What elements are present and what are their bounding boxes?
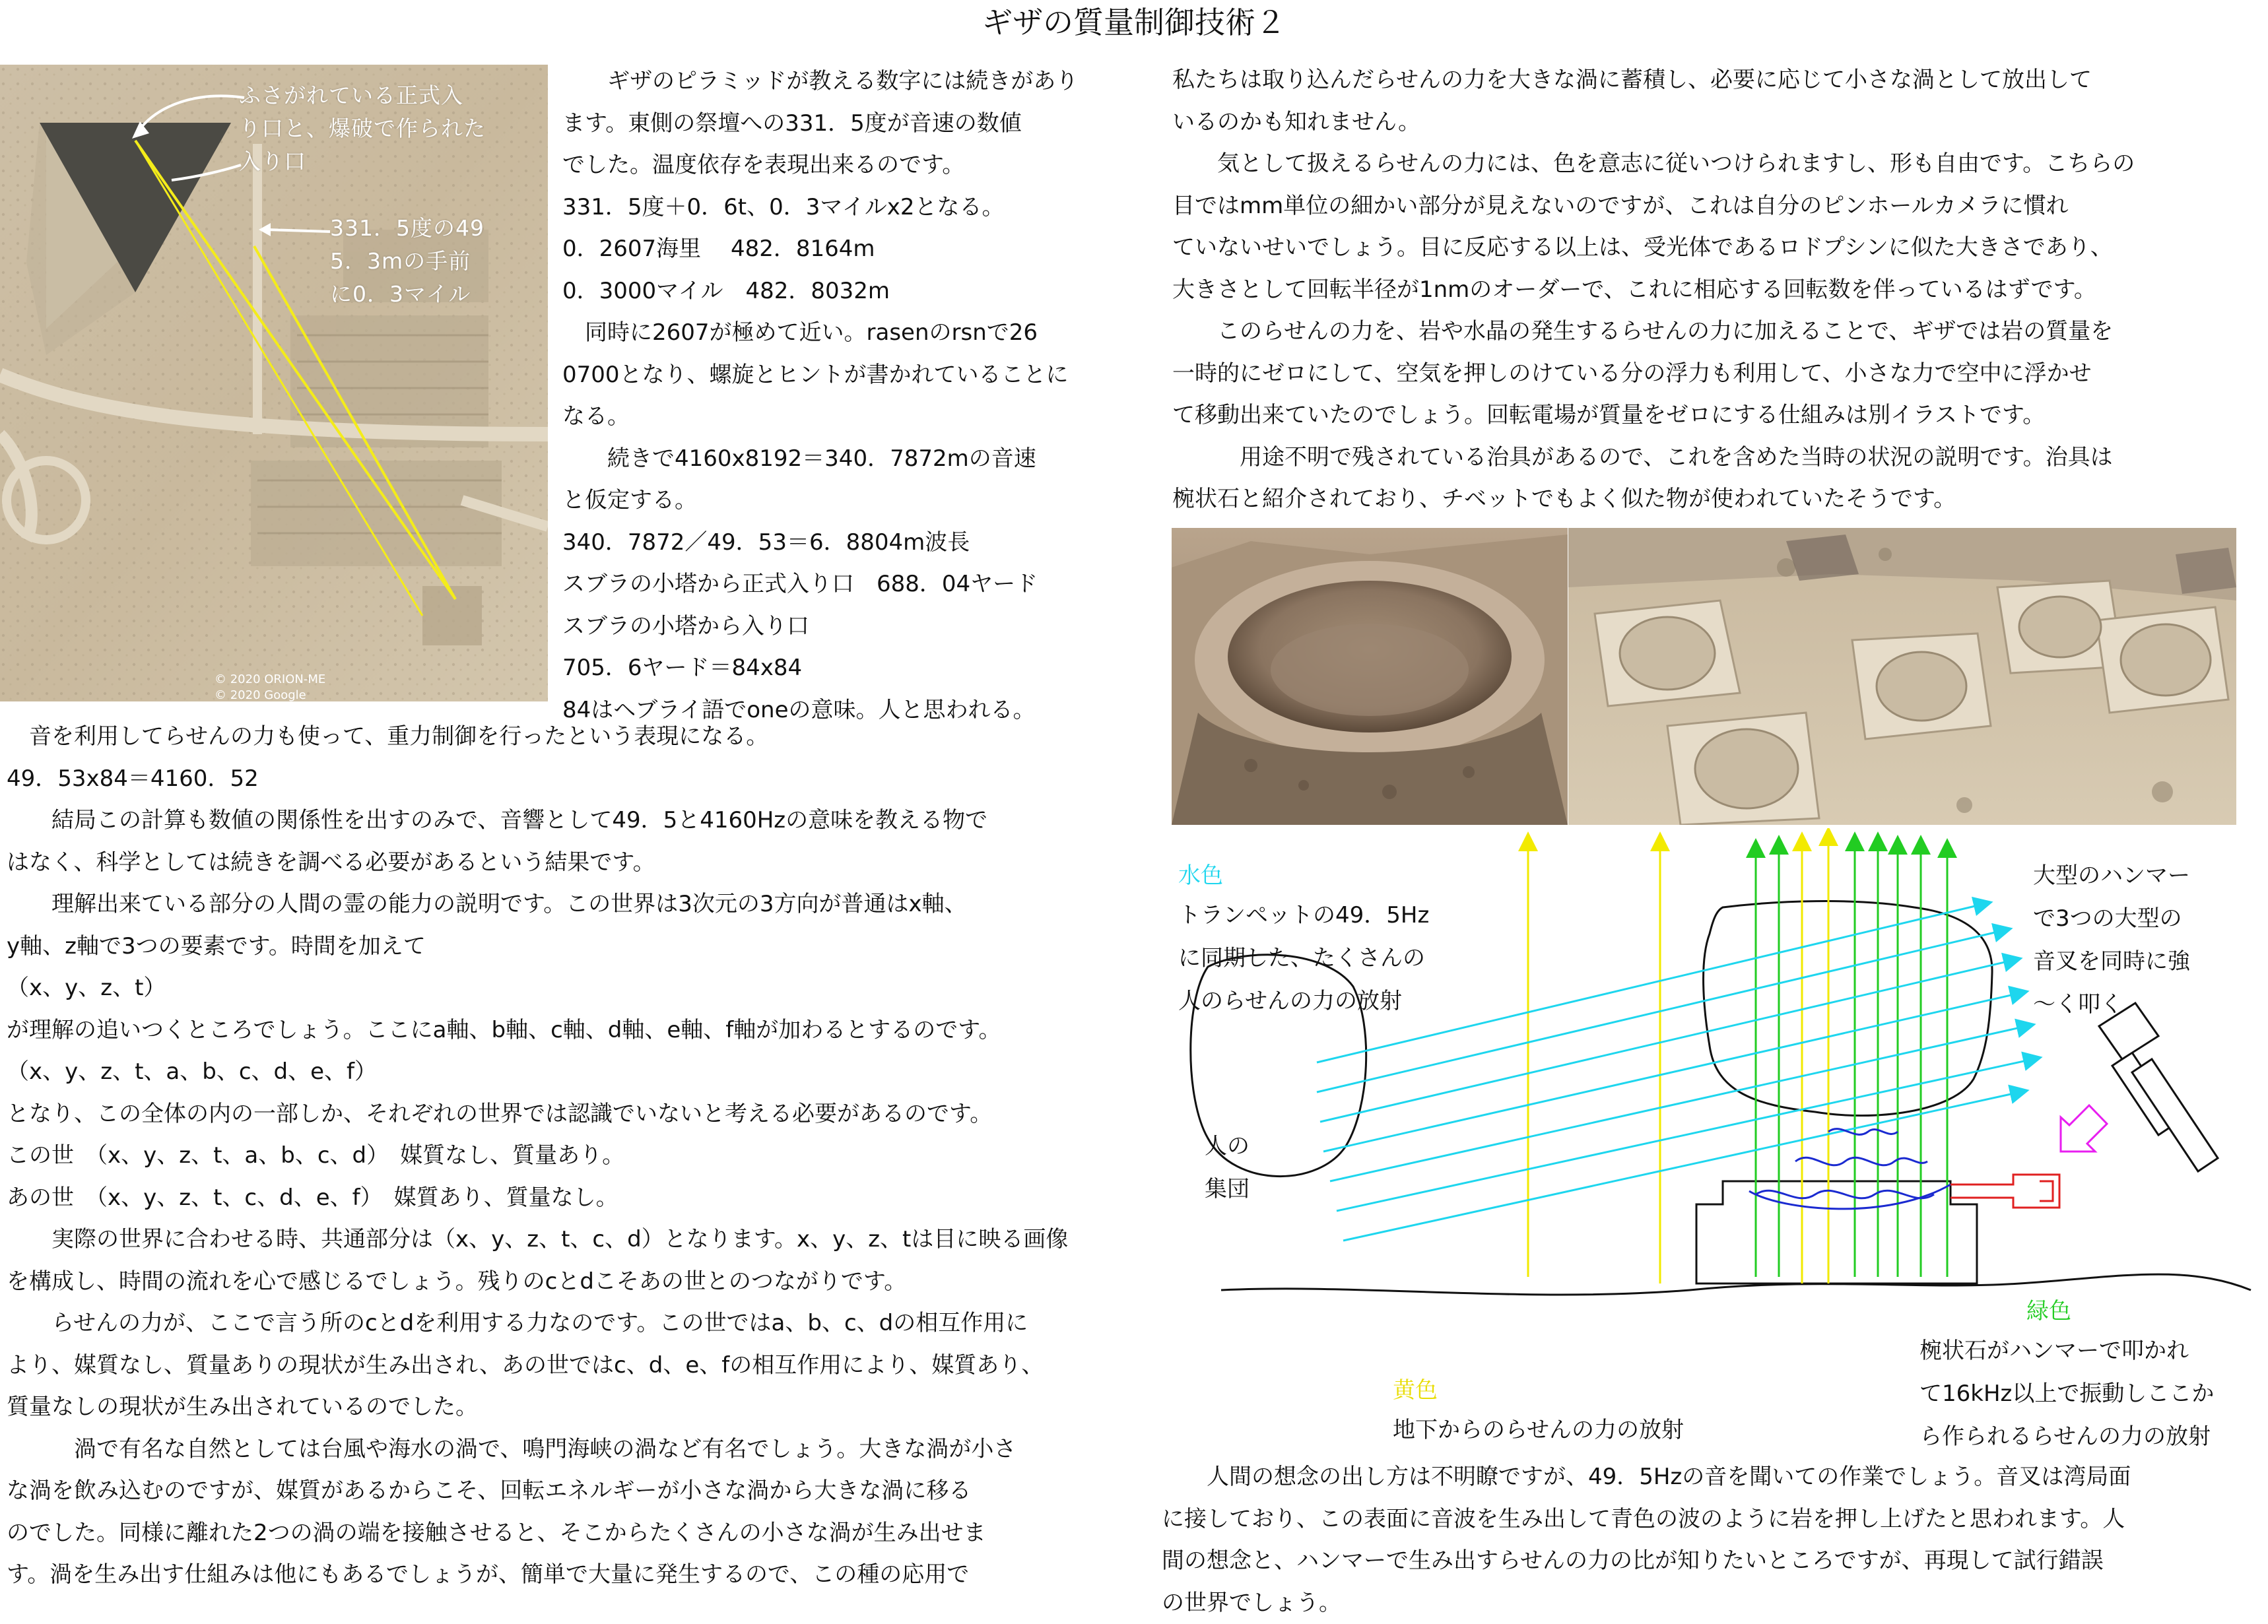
text-line: 渦で有名な自然としては台風や海水の渦で、鳴門海峡の渦など有名でしょう。大きな渦が小さ <box>7 1429 1068 1471</box>
left-column-text <box>7 716 1068 1596</box>
text-line: となり、この全体の内の一部しか、それぞれの世界では認識でいないと考える必要があるのです。 <box>7 1093 1068 1136</box>
label-line: ら作られるらせんの力の放射 <box>1919 1415 2214 1458</box>
text-line: なる。 <box>562 396 1078 438</box>
label-line: 人のらせんの力の放射 <box>1178 980 1429 1023</box>
label-line: 大型のハンマー <box>2033 855 2190 897</box>
label-line: トランペットの49．5Hz <box>1178 894 1429 937</box>
text-line: スブラの小塔から正式入り口 688．04ヤード <box>562 564 1078 606</box>
text-line: 音を利用してらせんの力も使って、重力制御を行ったという表現になる。 <box>7 716 1068 758</box>
text-line: 実際の世界に合わせる時、共通部分は（x、y、z、t、c、d）となります。x、y、z、tは目に映る画像 <box>7 1219 1068 1261</box>
text-line: スブラの小塔から入り口 <box>562 606 1078 648</box>
text-line: 人間の想念の出し方は不明瞭ですが、49．5Hzの音を聞いての作業でしょう。音叉は湾局面 <box>1162 1456 2131 1499</box>
text-line: y軸、z軸で3つの要素です。時間を加えて <box>7 926 1068 968</box>
text-line: のでした。同様に離れた2つの渦の端を接触させると、そこからたくさんの小さな渦が生み出せま <box>7 1512 1068 1555</box>
text-line: 340．7872／49．53＝6．8804m波長 <box>562 522 1078 564</box>
text-line: と仮定する。 <box>562 480 1078 522</box>
label-line: で3つの大型の <box>2033 897 2190 940</box>
right-column-text <box>1172 59 2135 521</box>
crowd-label <box>1205 1125 1250 1211</box>
text-line: 84はヘブライ語でoneの意味。人と思われる。 <box>562 690 1078 732</box>
text-line: （x、y、z、t） <box>7 967 1068 1010</box>
text-line: 大きさとして回転半径が1nmのオーダーで、これに相応する回転数を伴っているはずです。 <box>1172 269 2135 311</box>
text-line: 私たちは取り込んだらせんの力を大きな渦に蓄積し、必要に応じて小さな渦として放出して <box>1172 59 2135 102</box>
levitation-diagram <box>1162 828 2268 1462</box>
text-line: このらせんの力を、岩や水晶の発生するらせんの力に加えることで、ギザでは岩の質量を <box>1172 311 2135 353</box>
text-line: 目ではmm単位の細かい部分が見えないのですが、これは自分のピンホールカメラに慣れ <box>1172 185 2135 228</box>
page-title: ギザの質量制御技術２ <box>0 3 2268 42</box>
hammer-icon <box>2099 1003 2218 1171</box>
text-line: を構成し、時間の流れを心で感じるでしょう。残りのcとdこそあの世とのつながりです。 <box>7 1261 1068 1303</box>
label-line: 集団 <box>1205 1168 1250 1211</box>
copyright-line: © 2020 ORION-ME <box>215 672 325 688</box>
text-line: 同時に2607が極めて近い。rasenのrsnで26 <box>562 312 1078 354</box>
satellite-image <box>0 65 548 701</box>
text-line: が理解の追いつくところでしょう。ここにa軸、b軸、c軸、d軸、e軸、f軸が加わるとするのです。 <box>7 1010 1068 1052</box>
text-line: でした。温度依存を表現出来るのです。 <box>562 145 1078 187</box>
text-line: て移動出来ていたのでしょう。回転電場が質量をゼロにする仕組みは別イラストです。 <box>1172 395 2135 437</box>
text-line: 0．3000マイル 482．8032m <box>562 271 1078 313</box>
text-line: より、媒質なし、質量ありの現状が生み出され、あの世ではc、d、e、fの相互作用により、媒質あり、 <box>7 1345 1068 1387</box>
text-line: 0．2607海里 482．8164m <box>562 228 1078 271</box>
label-line: 5．3mの手前 <box>330 245 484 278</box>
green-title: 緑色 <box>2026 1290 2071 1333</box>
text-line: 椀状石と紹介されており、チベットでもよく似た物が使われていたそうです。 <box>1172 478 2135 521</box>
text-line: いるのかも知れません。 <box>1172 102 2135 144</box>
text-line: 331．5度＋0．6t、0．3マイルx2となる。 <box>562 187 1078 229</box>
map-copyright <box>215 672 325 701</box>
text-line: 49．53x84＝4160．52 <box>7 758 1068 800</box>
text-line: 質量なしの現状が生み出されているのでした。 <box>7 1386 1068 1429</box>
text-line: 間の想念と、ハンマーで生み出すらせんの力の比が知りたいところですが、再現して試行錯誤 <box>1162 1540 2131 1582</box>
text-line: す。渦を生み出す仕組みは他にもあるでしょうが、簡単で大量に発生するので、この種の応用で <box>7 1554 1068 1596</box>
text-line: あの世 （x、y、z、t、c、d、e、f） 媒質あり、質量なし。 <box>7 1177 1068 1219</box>
label-line: に同期した、たくさんの <box>1178 937 1429 980</box>
text-line: 705．6ヤード＝84x84 <box>562 647 1078 690</box>
text-line: ていないせいでしょう。目に反応する以上は、受光体であるロドプシンに似た大きさであり、 <box>1172 227 2135 269</box>
text-line: はなく、科学としては続きを調べる必要があるという結果です。 <box>7 842 1068 884</box>
copyright-line: © 2020 Google <box>215 688 325 701</box>
text-line: 気として扱えるらせんの力には、色を意志に従いつけられますし、形も自由です。こちらの <box>1172 143 2135 185</box>
text-line: に接しており、この表面に音波を生み出して青色の波のように岩を押し上げたと思われます。人 <box>1162 1499 2131 1541</box>
satellite-label-entrance <box>239 79 486 178</box>
label-line: 音叉を同時に強 <box>2033 940 2190 983</box>
text-line: この世 （x、y、z、t、a、b、c、d） 媒質なし、質量あり。 <box>7 1135 1068 1177</box>
label-line: て16kHz以上で振動しここか <box>1919 1373 2214 1415</box>
strike-arrow <box>2061 1105 2107 1152</box>
label-line: に0．3マイル <box>330 278 484 311</box>
tuning-fork-handle <box>1951 1175 2059 1208</box>
text-line: の世界でしょう。 <box>1162 1582 2131 1624</box>
text-line: な渦を飲み込むのですが、媒質があるからこそ、回転エネルギーが小さな渦から大きな渦に移る <box>7 1470 1068 1512</box>
label-line: ふさがれている正式入 <box>239 79 486 112</box>
blue-wave <box>1795 1157 1927 1165</box>
label-line: り口と、爆破で作られた <box>239 112 486 145</box>
bottom-right-text <box>1162 1456 2131 1624</box>
satellite-label-angle <box>330 212 484 311</box>
tuning-fork-tip <box>2040 1181 2053 1201</box>
text-line: 一時的にゼロにして、空気を押しのけている分の浮力も利用して、小さな力で空中に浮かせ <box>1172 353 2135 395</box>
text-line: 0700となり、螺旋とヒントが書かれていることに <box>562 354 1078 397</box>
tuning-fork-base <box>1696 1181 1977 1283</box>
cyan-description <box>1178 894 1429 1023</box>
text-line: ギザのピラミッドが教える数字には続きがあり <box>562 61 1078 103</box>
text-line: 続きで4160x8192＝340．7872mの音速 <box>562 438 1078 480</box>
bowl-stones-photo <box>1568 528 2236 825</box>
label-line: 331．5度の49 <box>330 212 484 245</box>
text-line: らせんの力が、ここで言う所のcとdを利用する力なのです。この世ではa、b、c、dの相互作用に <box>7 1303 1068 1345</box>
label-line: 人の <box>1205 1125 1250 1168</box>
text-line: 理解出来ている部分の人間の霊の能力の説明です。この世界は3次元の3方向が普通はx軸、 <box>7 884 1068 926</box>
text-line: 結局この計算も数値の関係性を出すのみで、音響として49．5と4160Hzの意味を教える物で <box>7 800 1068 842</box>
yellow-description: 地下からのらせんの力の放射 <box>1393 1409 1684 1452</box>
cyan-title: 水色 <box>1178 855 1223 897</box>
green-description <box>1919 1330 2214 1458</box>
yellow-title: 黄色 <box>1393 1369 1438 1412</box>
hammer-description <box>2033 855 2190 1026</box>
text-line: （x、y、z、t、a、b、c、d、e、f） <box>7 1051 1068 1093</box>
label-line: 〜く叩く <box>2033 983 2190 1026</box>
cyan-arrow <box>1330 1026 2026 1181</box>
bowl-stone-photo <box>1172 528 1568 825</box>
text-line: ます。東側の祭壇への331．5度が音速の数値 <box>562 103 1078 145</box>
label-line: 椀状石がハンマーで叩かれ <box>1919 1330 2214 1373</box>
text-beside-image <box>562 61 1078 731</box>
text-line: 用途不明で残されている治具があるので、これを含めた当時の状況の説明です。治具は <box>1172 437 2135 479</box>
label-line: 入り口 <box>239 145 486 178</box>
